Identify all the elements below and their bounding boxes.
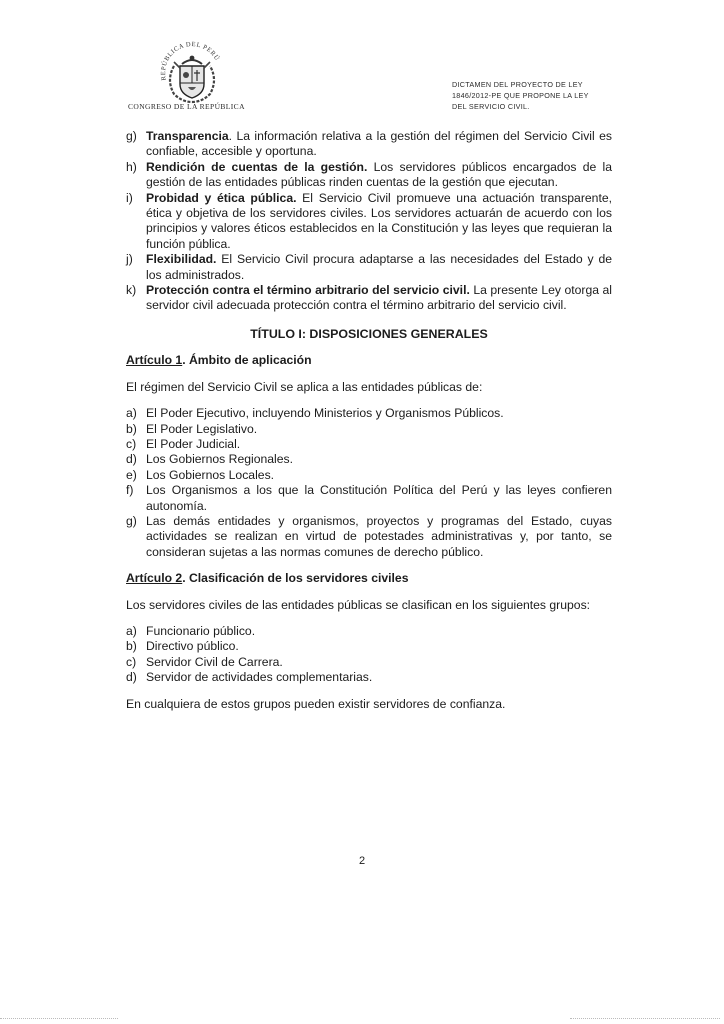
principle-name: Flexibilidad. (146, 252, 217, 267)
dictamen-line: DEL SERVICIO CIVIL. (452, 102, 530, 111)
coat-of-arms-seal (152, 36, 232, 108)
item-marker: c) (126, 654, 137, 669)
item-marker: b) (126, 421, 137, 436)
article-2-heading (126, 571, 612, 586)
item-text: Los Gobiernos Regionales. (146, 452, 294, 467)
item-text: Directivo público. (146, 639, 239, 654)
principle-name: Probidad y ética pública. (146, 190, 297, 205)
list-item (126, 129, 612, 160)
article-2-closing: En cualquiera de estos grupos pueden existir servidores de confianza. (126, 696, 506, 711)
item-marker: c) (126, 436, 137, 451)
seal-text: REPÚBLICA DEL PERÚ (160, 40, 221, 81)
article-heading-text: . Ámbito de aplicación (182, 353, 312, 368)
list-item (126, 406, 612, 421)
item-text: Servidor de actividades complementarias. (146, 670, 373, 685)
list-item (126, 468, 612, 483)
list-item (126, 160, 612, 191)
dictamen-line: 1846/2012-PE QUE PROPONE LA LEY (452, 91, 589, 100)
document-body (126, 129, 612, 723)
item-text: Las demás entidades y organismos, proyectos y programas del Estado, cuyas actividades se realizan en virtud de potestades administrativas y, por tanto, se consideran sujetas a las normas comunes de derecho público. (146, 513, 612, 559)
item-marker: f) (126, 483, 134, 498)
item-text: Servidor Civil de Carrera. (146, 654, 283, 669)
article-1-heading (126, 353, 612, 368)
item-marker: a) (126, 406, 137, 421)
item-text: El Poder Legislativo. (146, 421, 258, 436)
item-marker: e) (126, 467, 137, 482)
principles-list (126, 129, 612, 314)
list-item (126, 452, 612, 467)
dictamen-line: DICTAMEN DEL PROYECTO DE LEY (452, 80, 583, 89)
congress-name: CONGRESO DE LA REPÚBLICA (128, 102, 245, 111)
item-marker: k) (126, 283, 137, 298)
list-item (126, 252, 612, 283)
principle-text: Los servidores públicos encargados de la gestión de las entidades públicas rinden cuentas de la gestión que ejecutan. (146, 159, 613, 190)
item-text: El Poder Judicial. (146, 436, 241, 451)
list-item (126, 514, 612, 560)
article-1-list (126, 406, 612, 560)
scan-artifact-line (570, 1018, 720, 1020)
item-marker: h) (126, 159, 137, 174)
list-item (126, 437, 612, 452)
item-text: Los Gobiernos Locales. (146, 467, 275, 482)
list-item (126, 191, 612, 253)
item-marker: g) (126, 513, 137, 528)
article-heading-text: . Clasificación de los servidores civiles (182, 571, 409, 586)
principle-text: El Servicio Civil procura adaptarse a las necesidades del Estado y de los administrados. (146, 252, 612, 282)
item-marker: j) (126, 252, 133, 267)
list-item (126, 639, 612, 654)
item-text: Los Organismos a los que la Constitución Política del Perú y las leyes confieren autonomía. (146, 483, 612, 513)
list-item (126, 483, 612, 514)
item-marker: d) (126, 452, 137, 467)
dictamen-reference (452, 79, 617, 112)
article-2-list (126, 624, 612, 686)
principle-name: Rendición de cuentas de la gestión. (146, 159, 368, 174)
item-marker: g) (126, 129, 137, 143)
item-marker: d) (126, 670, 137, 685)
list-item (126, 670, 612, 685)
page-number: 2 (358, 855, 366, 867)
list-item (126, 624, 612, 639)
article-label: Artículo 2 (126, 571, 183, 586)
principle-text: . La información relativa a la gestión del régimen del Servicio Civil es confiable, accesible y oportuna. (146, 129, 612, 159)
list-item (126, 422, 612, 437)
principle-name: Transparencia (146, 129, 229, 143)
item-marker: i) (126, 190, 133, 205)
item-text: Funcionario público. (146, 623, 256, 638)
principle-text: El Servicio Civil promueve una actuación transparente, ética y objetiva de los servidores civiles. Los servidores actuarán de acuerdo con los principios y valores éticos establecidos en la Constitución y las leyes que requieran la función pública. (146, 190, 613, 251)
item-marker: a) (126, 623, 137, 638)
scan-artifact-line (0, 1018, 118, 1020)
list-item (126, 655, 612, 670)
section-title: TÍTULO I: DISPOSICIONES GENERALES (250, 326, 488, 341)
list-item (126, 283, 612, 314)
principle-name: Protección contra el término arbitrario del servicio civil. (146, 283, 470, 298)
item-marker: b) (126, 639, 137, 654)
article-1-intro: El régimen del Servicio Civil se aplica a las entidades públicas de: (126, 379, 483, 394)
item-text: El Poder Ejecutivo, incluyendo Ministerios y Organismos Públicos. (146, 406, 504, 421)
article-label: Artículo 1 (126, 353, 183, 368)
principle-text: La presente Ley otorga al servidor civil adecuada protección contra el término arbitrario del servicio civil. (146, 283, 612, 313)
article-2-intro: Los servidores civiles de las entidades públicas se clasifican en los siguientes grupos: (126, 597, 591, 612)
